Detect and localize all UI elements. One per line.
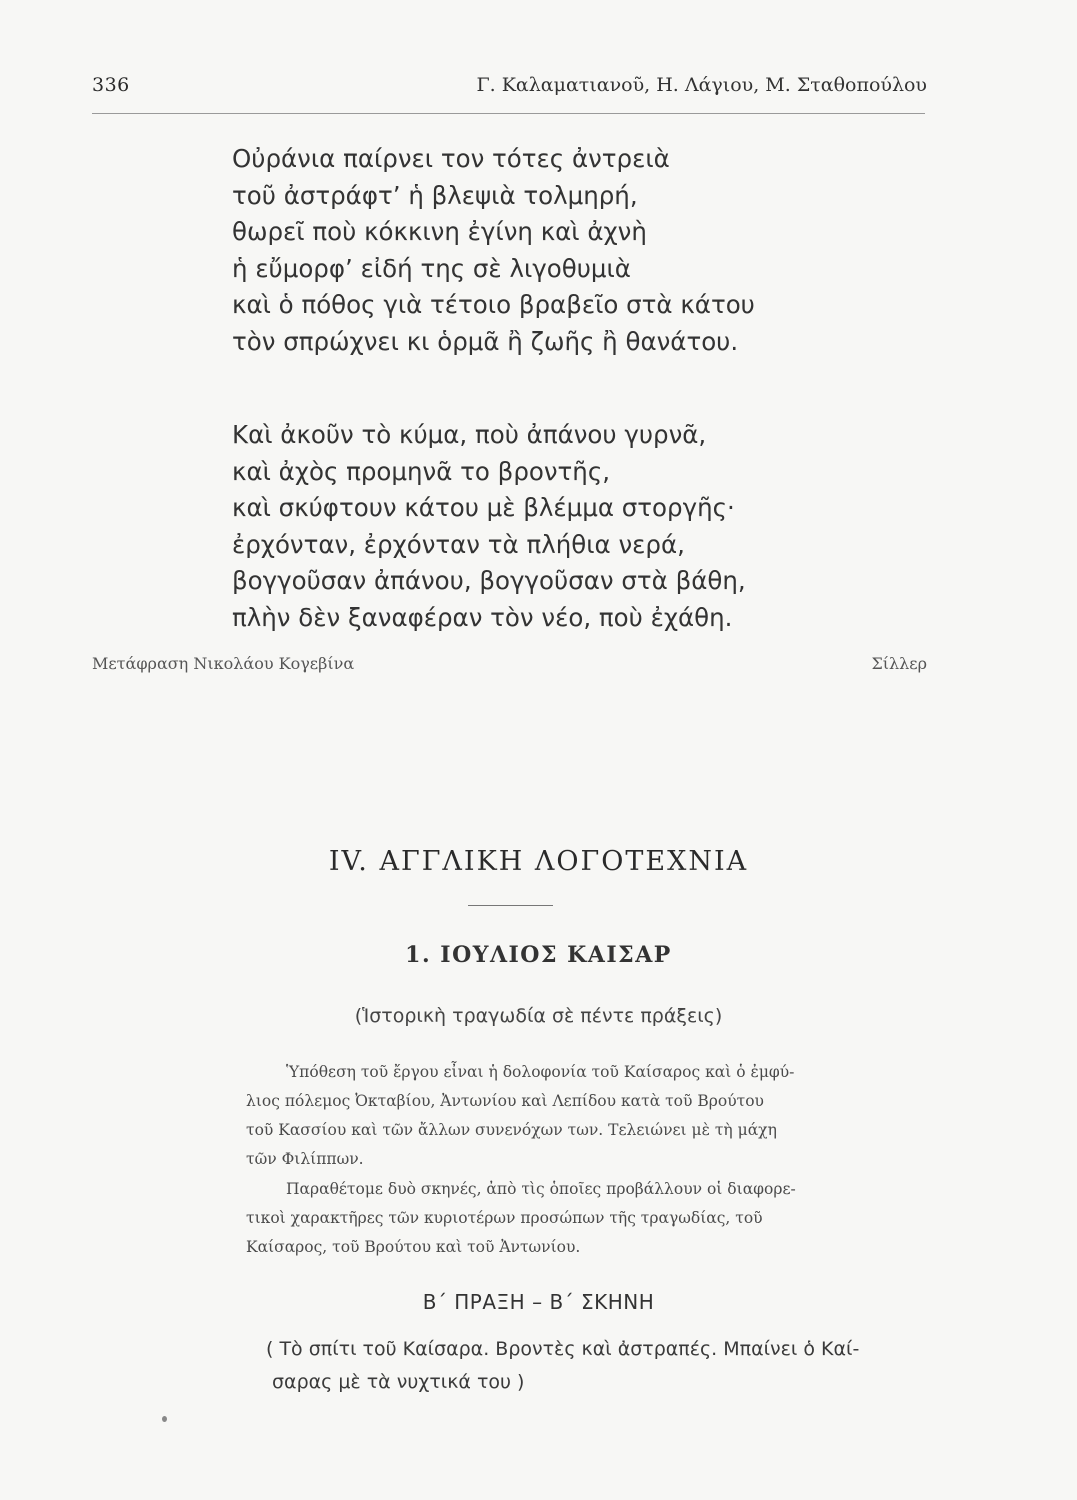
translator-credit: Μετάφραση Νικολάου Κογεβίνα [92, 654, 355, 673]
poem-stanza-1 [232, 141, 755, 360]
poem-line: καὶ σκύφτουν κάτου μὲ βλέμμα στοργῆς· [232, 493, 735, 522]
prose-line: Παραθέτομε δυὸ σκηνές, ἀπὸ τὶς ὁποῖες προβάλλουν οἱ διαφορε- [286, 1180, 796, 1198]
prose-line: τικοὶ χαρακτῆρες τῶν κυριοτέρων προσώπων τῆς τραγωδίας, τοῦ [246, 1209, 763, 1227]
prose-line: τοῦ Κασσίου καὶ τῶν ἄλλων συνενόχων των. Τελειώνει μὲ τὴ μάχη [246, 1121, 777, 1139]
page-number: 336 [92, 74, 130, 96]
prose-line: Καίσαρος, τοῦ Βρούτου καὶ τοῦ Ἀντωνίου. [246, 1238, 581, 1256]
section-title: IV. ΑΓΓΛΙΚΗ ΛΟΓΟΤΕΧΝΙΑ [328, 846, 749, 877]
running-head: Γ. Καλαματιανοῦ, Η. Λάγιου, Μ. Σταθοπούλου [476, 74, 927, 96]
header-rule [92, 113, 925, 114]
poem-line: πλὴν δὲν ξαναφέραν τὸν νέο, ποὺ ἐχάθη. [232, 602, 733, 632]
play-subtitle: (Ἱστορικὴ τραγωδία σὲ πέντε πράξεις) [354, 1005, 723, 1027]
poem-line: τὸν σπρώχνει κι ὁρμᾶ ἢ ζωῆς ἢ θανάτου. [232, 326, 739, 356]
poem-line: τοῦ ἀστράφτ’ ἡ βλεψιὰ τολμηρή, [232, 180, 638, 210]
prose-line: τῶν Φιλίππων. [246, 1150, 364, 1168]
synopsis-paragraph [246, 1058, 936, 1174]
prose-line: λιος πόλεμος Ὀκταβίου, Ἀντωνίου καὶ Λεπίδου κατὰ τοῦ Βρούτου [246, 1092, 764, 1110]
poem-author: Σίλλερ [871, 654, 927, 673]
poem-line: ἐρχόνταν, ἐρχόνταν τὰ πλήθια νερά, [232, 529, 685, 559]
poem-line: καὶ ἀχὸς προμηνᾶ το βροντῆς, [232, 456, 610, 486]
excerpt-note-paragraph [246, 1175, 936, 1262]
poem-line: θωρεῖ ποὺ κόκκινη ἐγίνη καὶ ἀχνὴ [232, 217, 647, 246]
prose-line: Ὑπόθεση τοῦ ἔργου εἶναι ἡ δολοφονία τοῦ Καίσαρος καὶ ὁ ἐμφύ- [286, 1063, 795, 1081]
stage-direction-line: σαρας μὲ τὰ νυχτικά του ) [272, 1371, 525, 1393]
poem-line: βογγοῦσαν ἀπάνου, βογγοῦσαν στὰ βάθη, [232, 566, 746, 595]
stage-direction-line: ( Τὸ σπίτι τοῦ Καίσαρα. Βροντὲς καὶ ἀστραπές. Μπαίνει ὁ Καί- [266, 1338, 860, 1360]
poem-line: Καὶ ἀκοῦν τὸ κύμα, ποὺ ἀπάνου γυρνᾶ, [232, 420, 707, 449]
poem-stanza-2 [232, 417, 746, 636]
poem-line: καὶ ὁ πόθος γιὰ τέτοιο βραβεῖο στὰ κάτου [232, 290, 755, 319]
stage-direction [266, 1333, 859, 1399]
poem-line: Οὐράνια παίρνει τον τότες ἀντρειὰ [232, 144, 670, 173]
title-rule [468, 905, 553, 906]
ink-speck [162, 1416, 167, 1422]
poem-line: ἡ εὔμορφ’ εἰδή της σὲ λιγοθυμιὰ [232, 253, 631, 283]
play-title: 1. ΙΟΥΛΙΟΣ ΚΑΙΣΑΡ [405, 942, 672, 968]
act-scene-heading: Β΄ ΠΡΑΞΗ – Β΄ ΣΚΗΝΗ [422, 1290, 655, 1314]
